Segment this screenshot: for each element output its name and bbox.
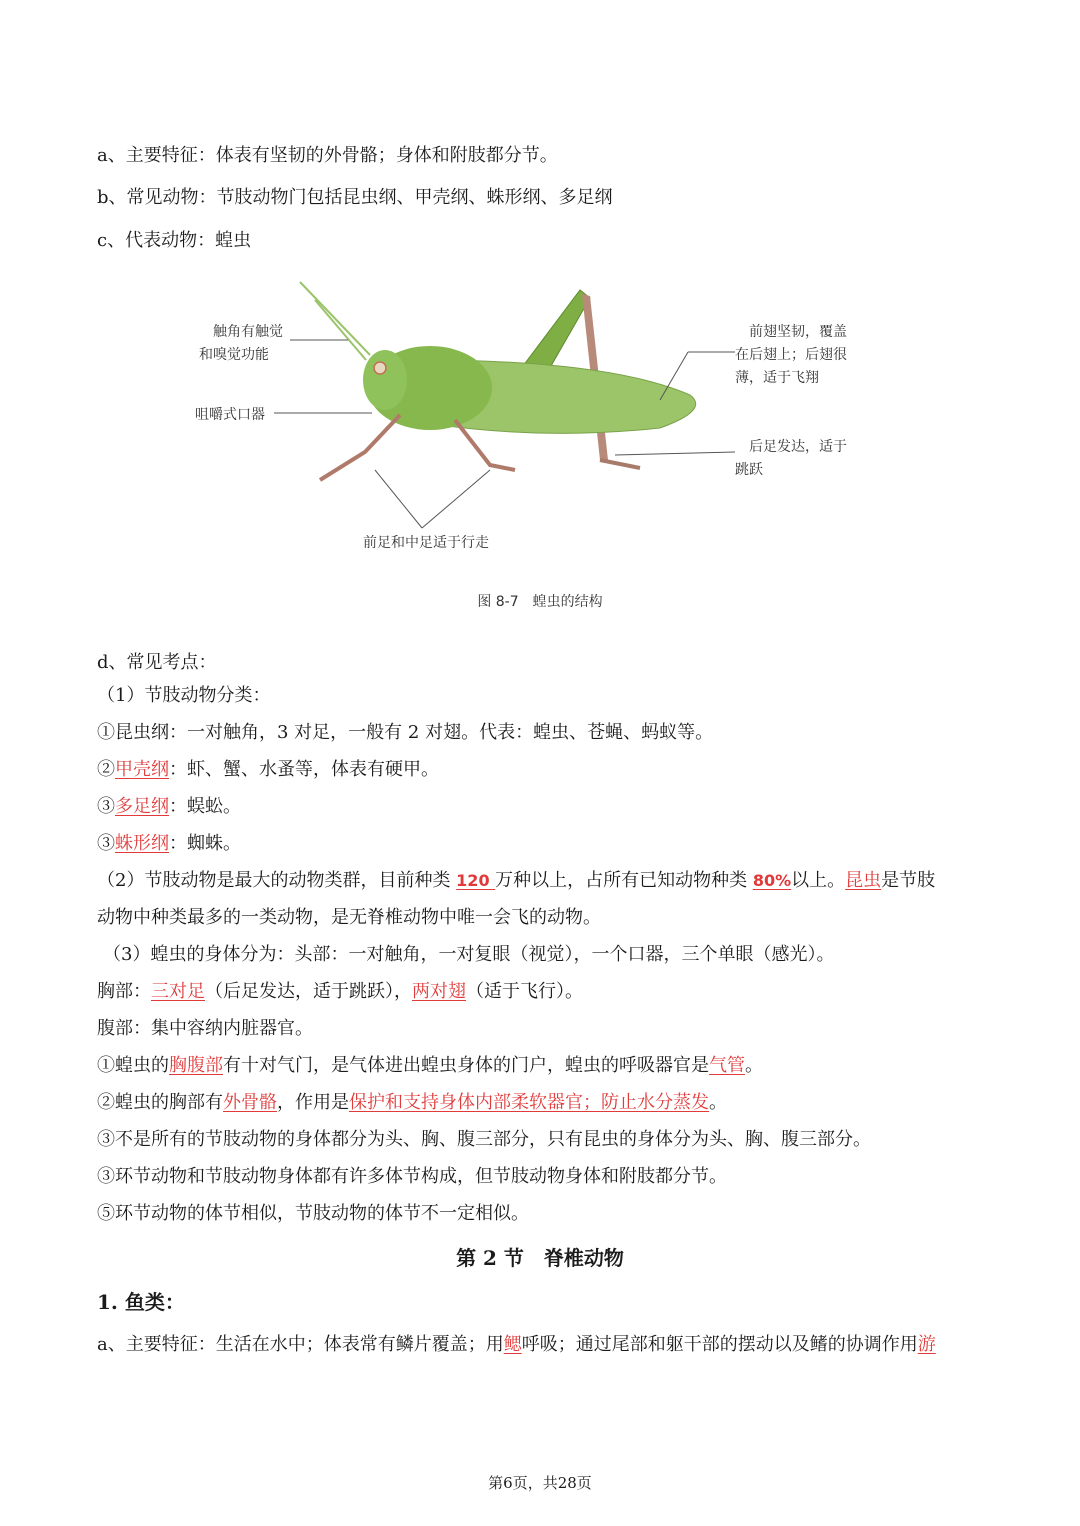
- figure-caption: 图 8-7 蝗虫的结构: [477, 594, 603, 610]
- classification-title: （1）节肢动物分类：: [97, 685, 271, 706]
- swim-keyword: 游: [917, 1334, 936, 1355]
- insect-line: ①昆虫纲：一对触角，3 对足，一般有 2 对翅。代表：蝗虫、苍蝇、蚂蚁等。: [97, 722, 714, 743]
- fish-heading: 1. 鱼类：: [97, 1290, 185, 1314]
- legs-label: 前足和中足适于行走: [363, 535, 489, 551]
- largest-group-line: （2）节肢动物是最大的动物类群，目前种类 120 万种以上，占所有已知动物种类 80%以上。昆虫是节肢: [97, 870, 936, 891]
- myriapod-keyword: 多足纲: [115, 796, 169, 817]
- grasshopper-figure: [190, 270, 890, 570]
- antenna-label: 触角有触觉 和嗅觉功能: [199, 324, 283, 363]
- note-3-line: ③不是所有的节肢动物的身体都分为头、胸、腹三部分，只有昆虫的身体分为头、胸、腹三部分。: [97, 1129, 871, 1150]
- section-title: 第 2 节 脊椎动物: [456, 1246, 624, 1270]
- species-count: 120: [456, 871, 496, 890]
- spiracle-line: ①蝗虫的胸腹部有十对气门，是气体进出蝗虫身体的门户，蝗虫的呼吸器官是气管。: [97, 1055, 763, 1076]
- note-4-line: ③环节动物和节肢动物身体都有许多体节构成，但节肢动物身体和附肢都分节。: [97, 1166, 727, 1187]
- myriapod-line: ③多足纲：蜈蚣。: [97, 796, 241, 817]
- hind-leg-label: 后足发达，适于 跳跃: [735, 439, 847, 478]
- exoskeleton-keyword: 外骨骼: [223, 1092, 277, 1113]
- arachnid-line: ③蛛形纲：蜘蛛。: [97, 833, 241, 854]
- thorax-abdomen-keyword: 胸腹部: [169, 1055, 223, 1076]
- exoskeleton-line: ②蝗虫的胸部有外骨骼，作用是保护和支持身体内部柔软器官；防止水分蒸发。: [97, 1092, 727, 1113]
- thorax-line: 胸部：三对足（后足发达，适于跳跃），两对翅（适于飞行）。: [97, 981, 583, 1002]
- gill-keyword: 鳃: [503, 1334, 522, 1355]
- insect-keyword: 昆虫: [845, 870, 882, 891]
- common-animals-line: b、常见动物：节肢动物门包括昆虫纲、甲壳纲、蛛形纲、多足纲: [97, 187, 613, 208]
- key-points-heading: d、常见考点：: [97, 652, 217, 673]
- wing-label: 前翅坚韧，覆盖 在后翅上；后翅很 薄，适于飞翔: [735, 324, 847, 386]
- abdomen-line: 腹部：集中容纳内脏器官。: [97, 1018, 313, 1039]
- page-footer: 第6页，共28页: [488, 1474, 592, 1492]
- note-5-line: ⑤环节动物的体节相似，节肢动物的体节不一定相似。: [97, 1203, 529, 1224]
- representative-line: c、代表动物：蝗虫: [97, 230, 252, 251]
- fish-feature-line: a、主要特征：生活在水中；体表常有鳞片覆盖；用鳃呼吸；通过尾部和躯干部的摆动以及鳍的协调作用游: [97, 1334, 936, 1355]
- two-pairs-wings: 两对翅: [412, 981, 466, 1002]
- crustacean-line: ②甲壳纲：虾、蟹、水蚤等，体表有硬甲。: [97, 759, 439, 780]
- trachea-keyword: 气管: [709, 1055, 745, 1076]
- largest-group-line-2: 动物中种类最多的一类动物，是无脊椎动物中唯一会飞的动物。: [97, 907, 601, 928]
- species-percent: 80%: [752, 871, 792, 890]
- feature-line: a、主要特征：体表有坚韧的外骨骼；身体和附肢都分节。: [97, 145, 558, 166]
- body-parts-line: （3）蝗虫的身体分为：头部：一对触角，一对复眼（视觉），一个口器，三个单眼（感光）。: [103, 944, 835, 965]
- arachnid-keyword: 蛛形纲: [115, 833, 169, 854]
- mouthpart-label: 咀嚼式口器: [195, 407, 265, 423]
- three-pairs-legs: 三对足: [151, 981, 205, 1002]
- exoskeleton-function: 保护和支持身体内部柔软器官；防止水分蒸发: [349, 1092, 709, 1113]
- crustacean-keyword: 甲壳纲: [115, 759, 169, 780]
